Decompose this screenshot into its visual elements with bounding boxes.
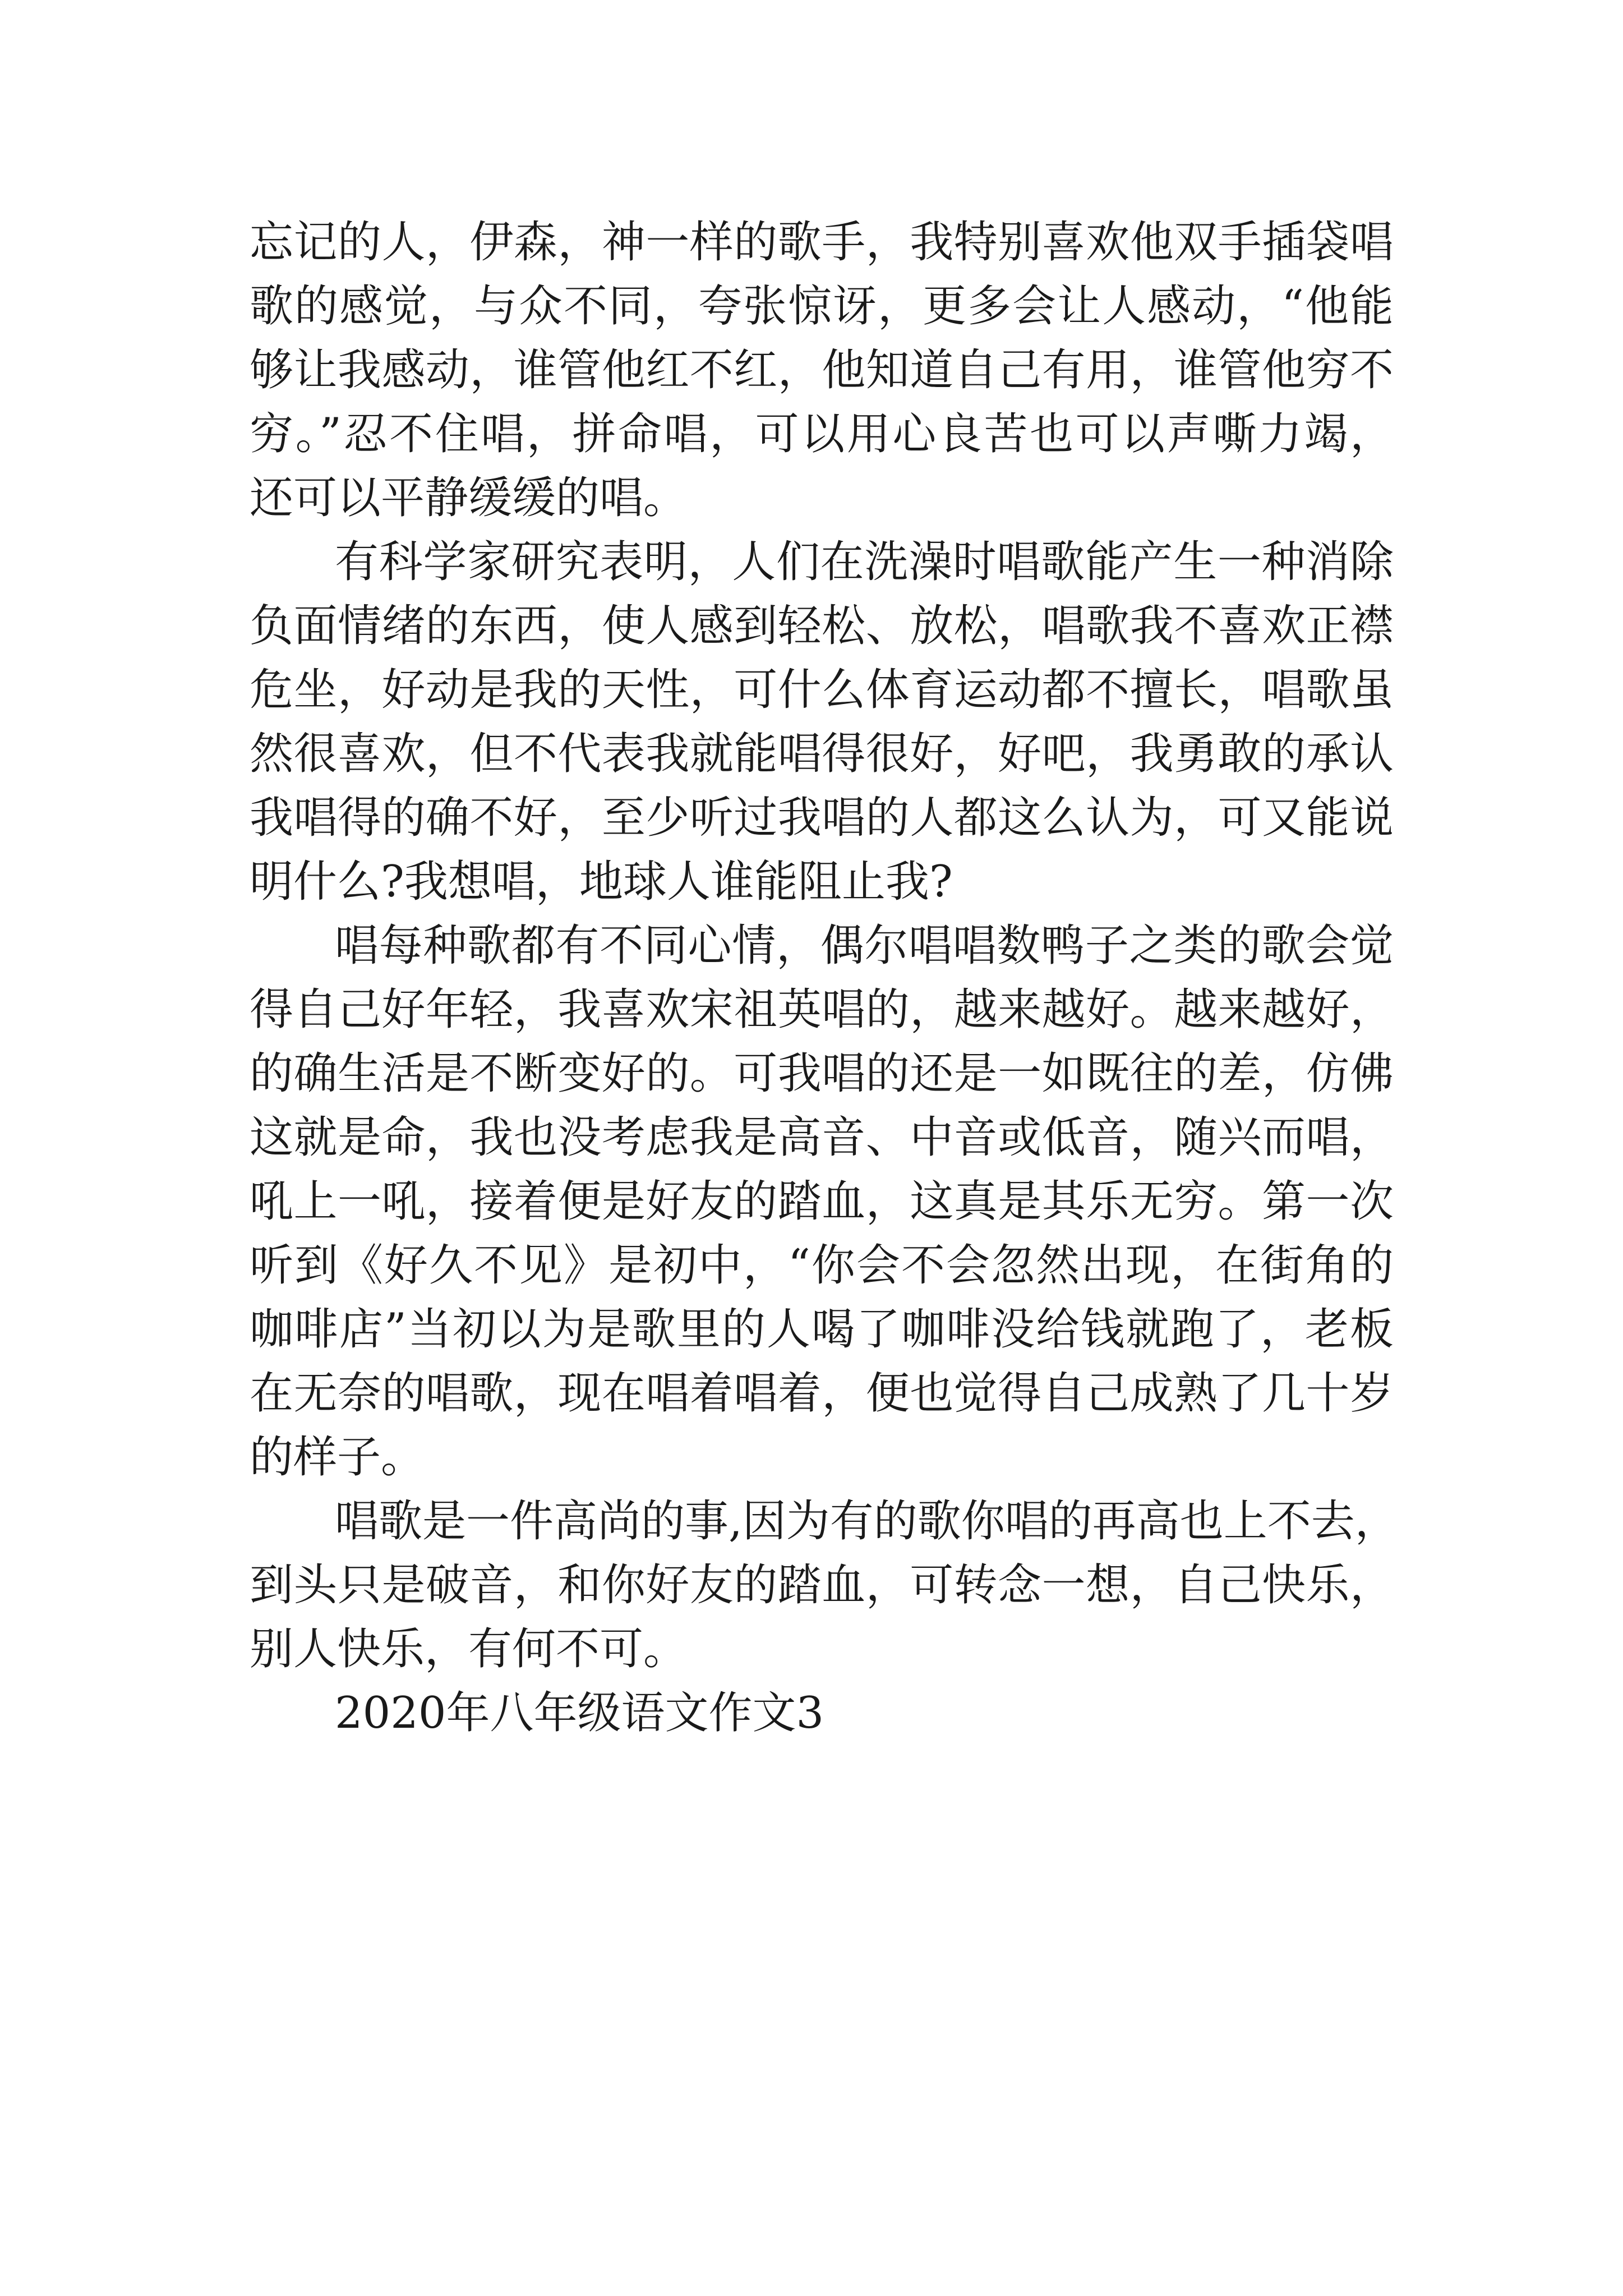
text-line: 的样子。 [250, 1432, 425, 1483]
text-line: 这就是命，我也没考虑我是高音、中音或低音，随兴而唱， [250, 1112, 1394, 1163]
text-line: 听到《好久不见》是初中，“你会不会忽然出现，在街角的 [250, 1240, 1394, 1291]
text-line: 危坐，好动是我的天性，可什么体育运动都不擅长，唱歌虽 [250, 665, 1394, 715]
paragraph-first-line: 有科学家研究表明，人们在洗澡时唱歌能产生一种消除 [335, 537, 1394, 587]
text-line: 歌的感觉，与众不同，夸张惊讶，更多会让人感动，“他能 [250, 281, 1394, 332]
text-line: 的确生活是不断变好的。可我唱的还是一如既往的差，仿佛 [250, 1048, 1394, 1099]
text-line: 在无奈的唱歌，现在唱着唱着，便也觉得自己成熟了几十岁 [250, 1368, 1394, 1419]
paragraph-first-line: 唱每种歌都有不同心情，偶尔唱唱数鸭子之类的歌会觉 [335, 921, 1394, 971]
text-line: 得自己好年轻，我喜欢宋祖英唱的，越来越好。越来越好， [250, 984, 1394, 1035]
text-line: 负面情绪的东西，使人感到轻松、放松，唱歌我不喜欢正襟 [250, 601, 1394, 651]
text-line: 到头只是破音，和你好友的踏血，可转念一想，自己快乐， [250, 1560, 1394, 1611]
text-line: 穷。”忍不住唱，拼命唱，可以用心良苦也可以声嘶力竭， [250, 409, 1394, 459]
text-line: 忘记的人，伊森，神一样的歌手，我特别喜欢他双手插袋唱 [250, 217, 1394, 268]
essay-text [250, 210, 1399, 1745]
text-line: 还可以平静缓缓的唱。 [250, 473, 688, 523]
text-line: 然很喜欢，但不代表我就能唱得很好，好吧，我勇敢的承认 [250, 729, 1394, 779]
section-heading: 2020年八年级语文作文3 [335, 1688, 824, 1738]
text-line: 我唱得的确不好，至少听过我唱的人都这么认为，可又能说 [250, 793, 1394, 843]
text-line: 吼上一吼，接着便是好友的踏血，这真是其乐无穷。第一次 [250, 1176, 1394, 1227]
paragraph-first-line: 唱歌是一件高尚的事,因为有的歌你唱的再高也上不去， [335, 1496, 1399, 1547]
text-line: 明什么?我想唱，地球人谁能阻止我? [250, 857, 953, 907]
text-line: 咖啡店”当初以为是歌里的人喝了咖啡没给钱就跑了，老板 [250, 1304, 1394, 1355]
text-line: 别人快乐，有何不可。 [250, 1624, 688, 1674]
text-line: 够让我感动，谁管他红不红，他知道自己有用，谁管他穷不 [250, 345, 1394, 395]
